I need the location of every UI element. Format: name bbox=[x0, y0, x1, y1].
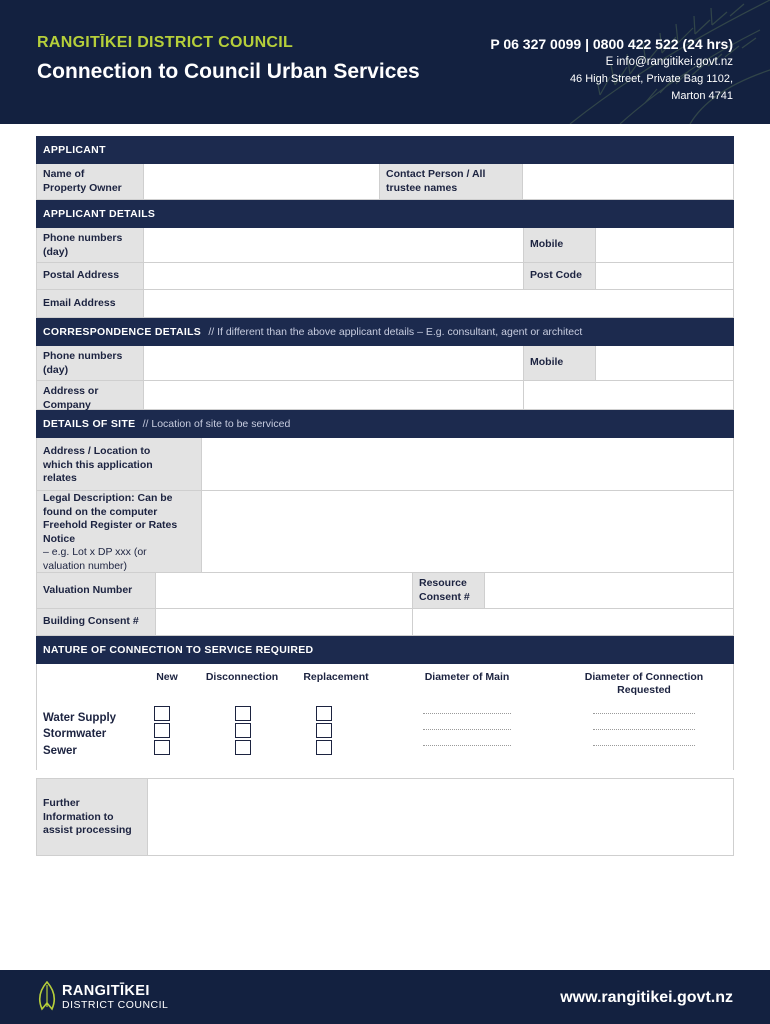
checkbox-sewer-new[interactable] bbox=[154, 740, 170, 755]
resource-consent-field[interactable] bbox=[484, 573, 733, 608]
label-line: Company bbox=[43, 398, 91, 411]
page-footer bbox=[0, 970, 770, 1024]
col-diameter-of-connection bbox=[569, 671, 719, 697]
section-title: DETAILS OF SITE bbox=[43, 418, 136, 430]
valuation-number-label: Valuation Number bbox=[37, 573, 155, 608]
checkbox-water-replacement[interactable] bbox=[316, 706, 332, 721]
water-main-diameter-line[interactable] bbox=[423, 713, 511, 714]
service-water-supply: Water Supply bbox=[43, 712, 117, 724]
label-line: which this application bbox=[43, 458, 153, 471]
property-owner-field[interactable] bbox=[143, 164, 379, 199]
connection-table bbox=[36, 664, 734, 770]
label-line: Phone numbers bbox=[43, 350, 123, 362]
label-line: Information to bbox=[43, 810, 114, 823]
application-form bbox=[36, 136, 734, 856]
website-link[interactable]: www.rangitikei.govt.nz bbox=[560, 989, 733, 1006]
corr-mobile-label: Mobile bbox=[523, 346, 595, 380]
label-line: Contact Person / All bbox=[386, 168, 486, 180]
postal-address-line-1: 46 High Street, Private Bag 1102, bbox=[569, 73, 733, 85]
page-header bbox=[0, 0, 770, 124]
site-address-field[interactable] bbox=[201, 438, 733, 490]
council-name: RANGITĪKEI DISTRICT COUNCIL bbox=[37, 34, 294, 51]
council-contact bbox=[490, 34, 733, 105]
section-title: CORRESPONDENCE DETAILS bbox=[43, 326, 202, 338]
postal-address-field[interactable] bbox=[143, 263, 523, 289]
further-information-row bbox=[36, 778, 734, 856]
correspondence-address-row bbox=[36, 381, 734, 410]
label-line: Notice bbox=[43, 532, 76, 545]
email-row bbox=[36, 290, 734, 318]
label-line: valuation number) bbox=[43, 559, 128, 572]
mobile-label: Mobile bbox=[523, 228, 595, 262]
footer-council-name: RANGITĪKEI bbox=[62, 983, 150, 999]
label-line: (day) bbox=[43, 245, 69, 258]
label-line: Further bbox=[43, 797, 80, 809]
address-or-company-field-extra[interactable] bbox=[523, 381, 733, 409]
section-applicant: APPLICANT bbox=[36, 136, 734, 164]
label-line: Phone numbers bbox=[43, 232, 123, 244]
label-line: Address / Location to bbox=[43, 445, 151, 457]
email-address-field[interactable] bbox=[143, 290, 733, 317]
label-line: found on the computer bbox=[43, 505, 158, 518]
col-disconnection: Disconnection bbox=[205, 671, 279, 683]
legal-description-field[interactable] bbox=[201, 491, 733, 572]
valuation-row bbox=[36, 573, 734, 609]
post-code-field[interactable] bbox=[595, 263, 733, 289]
building-consent-field[interactable] bbox=[155, 609, 412, 635]
water-connection-diameter-line[interactable] bbox=[593, 713, 695, 714]
postal-address-label: Postal Address bbox=[37, 263, 143, 289]
contact-person-label bbox=[379, 164, 522, 199]
col-diameter-of-main: Diameter of Main bbox=[424, 671, 510, 683]
address-or-company-label bbox=[37, 381, 143, 409]
checkbox-sewer-disconnection[interactable] bbox=[235, 740, 251, 755]
applicant-phone-row bbox=[36, 228, 734, 263]
page-title: Connection to Council Urban Services bbox=[37, 60, 420, 83]
legal-description-row bbox=[36, 491, 734, 573]
email-address-label: Email Address bbox=[37, 290, 143, 317]
service-stormwater: Stormwater bbox=[43, 728, 107, 740]
section-subtitle: // Location of site to be serviced bbox=[142, 418, 291, 430]
checkbox-stormwater-replacement[interactable] bbox=[316, 723, 332, 738]
phone-day-field[interactable] bbox=[143, 228, 523, 262]
label-line: Name of bbox=[43, 168, 85, 180]
label-line: Property Owner bbox=[43, 181, 122, 194]
valuation-number-field[interactable] bbox=[155, 573, 412, 608]
label-line: – e.g. Lot x DP xxx (or bbox=[43, 546, 147, 558]
label-line: trustee names bbox=[386, 181, 458, 194]
site-address-row bbox=[36, 438, 734, 491]
sewer-main-diameter-line[interactable] bbox=[423, 745, 511, 746]
col-replacement: Replacement bbox=[303, 671, 369, 683]
postal-address-line-2: Marton 4741 bbox=[671, 90, 733, 102]
label-line: (day) bbox=[43, 363, 69, 376]
legal-description-label bbox=[37, 491, 201, 572]
building-consent-label: Building Consent # bbox=[37, 609, 155, 635]
correspondence-phone-row bbox=[36, 346, 734, 381]
section-site-details bbox=[36, 410, 734, 438]
contact-person-field[interactable] bbox=[522, 164, 733, 199]
checkbox-water-new[interactable] bbox=[154, 706, 170, 721]
building-consent-row bbox=[36, 609, 734, 636]
section-subtitle: // If different than the above applicant details – E.g. consultant, agent or architect bbox=[208, 326, 583, 338]
checkbox-stormwater-disconnection[interactable] bbox=[235, 723, 251, 738]
phone-day-label bbox=[37, 228, 143, 262]
label-line: Legal Description: Can be bbox=[43, 492, 173, 504]
corr-phone-day-label bbox=[37, 346, 143, 380]
label-line: relates bbox=[43, 472, 77, 484]
corr-phone-day-field[interactable] bbox=[143, 346, 523, 380]
post-code-label: Post Code bbox=[523, 263, 595, 289]
building-consent-field-extra[interactable] bbox=[412, 609, 733, 635]
email-address: E info@rangitikei.govt.nz bbox=[605, 56, 733, 68]
label-line: Address or bbox=[43, 385, 99, 397]
applicant-row bbox=[36, 164, 734, 200]
section-applicant-details: APPLICANT DETAILS bbox=[36, 200, 734, 228]
corr-mobile-field[interactable] bbox=[595, 346, 733, 380]
further-information-field[interactable] bbox=[147, 779, 733, 855]
label-line: assist processing bbox=[43, 824, 132, 836]
leaf-logo-icon bbox=[37, 981, 57, 1011]
property-owner-label bbox=[37, 164, 143, 199]
col-new: New bbox=[156, 671, 178, 683]
header-line: Requested bbox=[617, 684, 671, 696]
footer-council-sub: DISTRICT COUNCIL bbox=[62, 999, 169, 1011]
resource-consent-label bbox=[412, 573, 484, 608]
label-line: Freehold Register or Rates bbox=[43, 519, 178, 531]
section-correspondence bbox=[36, 318, 734, 346]
postal-row bbox=[36, 263, 734, 290]
header-line: Diameter of Connection bbox=[584, 671, 704, 683]
checkbox-sewer-replacement[interactable] bbox=[316, 740, 332, 755]
stormwater-connection-diameter-line[interactable] bbox=[593, 729, 695, 730]
stormwater-main-diameter-line[interactable] bbox=[423, 729, 511, 730]
sewer-connection-diameter-line[interactable] bbox=[593, 745, 695, 746]
address-or-company-field[interactable] bbox=[143, 381, 523, 409]
checkbox-water-disconnection[interactable] bbox=[235, 706, 251, 721]
phone-numbers: P 06 327 0099 | 0800 422 522 (24 hrs) bbox=[490, 36, 733, 52]
further-information-label bbox=[37, 779, 147, 855]
label-line: Resource bbox=[419, 577, 467, 589]
service-sewer: Sewer bbox=[43, 745, 77, 757]
section-nature-of-connection: NATURE OF CONNECTION TO SERVICE REQUIRED bbox=[36, 636, 734, 664]
checkbox-stormwater-new[interactable] bbox=[154, 723, 170, 738]
mobile-field[interactable] bbox=[595, 228, 733, 262]
label-line: Consent # bbox=[419, 590, 470, 603]
site-address-label bbox=[37, 438, 201, 490]
